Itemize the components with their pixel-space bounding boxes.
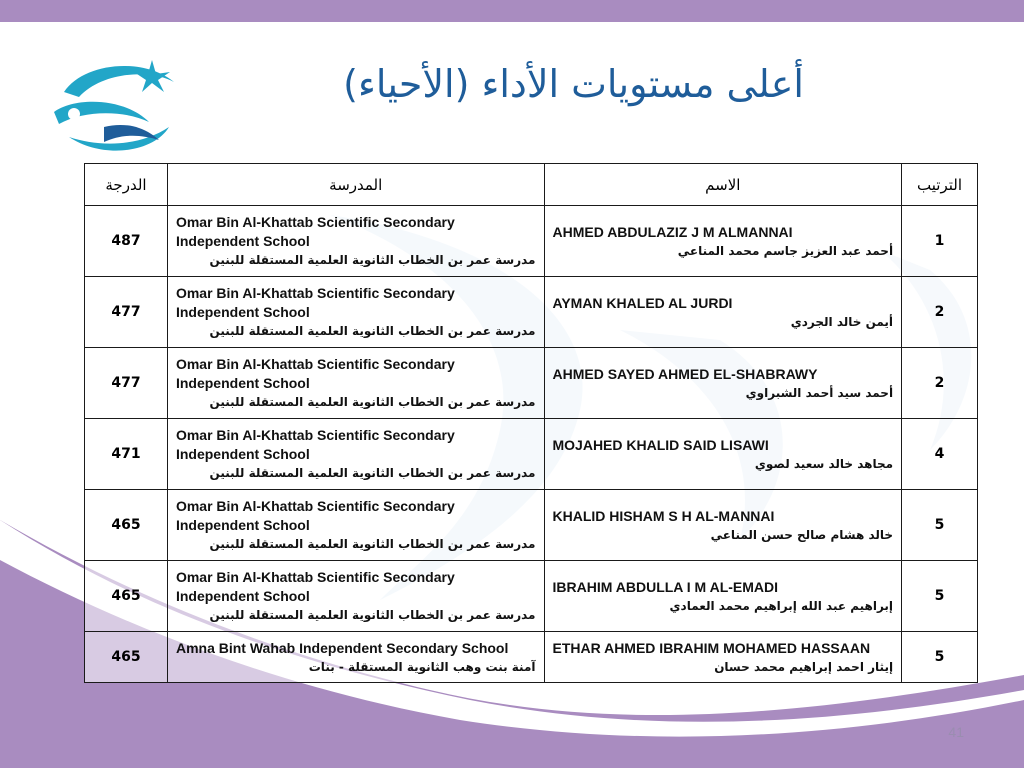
header-school: المدرسة xyxy=(167,164,544,206)
school-cell xyxy=(167,419,544,490)
school-cell xyxy=(167,561,544,632)
name-english: IBRAHIM ABDULLA I M AL-EMADI xyxy=(552,578,779,595)
table-row xyxy=(85,561,978,632)
name-english: AHMED ABDULAZIZ J M ALMANNAI xyxy=(552,223,793,240)
table-row xyxy=(85,490,978,561)
score-cell: 465 xyxy=(85,561,168,632)
name-arabic: أحمد عبد العزيز جاسم محمد المناعي xyxy=(677,243,894,258)
name-english: AHMED SAYED AHMED EL-SHABRAWY xyxy=(552,365,818,382)
name-arabic: مجاهد خالد سعيد لصوي xyxy=(754,456,894,471)
school-english: Amna Bint Wahab Independent Secondary School xyxy=(175,639,509,656)
school-cell xyxy=(167,348,544,419)
rank-cell: 4 xyxy=(902,419,978,490)
school-arabic: مدرسة عمر بن الخطاب الثانوية العلمية المستقلة للبنين xyxy=(209,324,536,338)
name-english: KHALID HISHAM S H AL-MANNAI xyxy=(552,507,775,524)
name-cell xyxy=(544,490,902,561)
name-cell xyxy=(544,277,902,348)
name-arabic: خالد هشام صالح حسن المناعي xyxy=(710,527,894,542)
score-cell: 465 xyxy=(85,490,168,561)
school-arabic: آمنة بنت وهب الثانوية المستقلة - بنات xyxy=(308,659,536,674)
page-number: 41 xyxy=(948,724,964,740)
school-english: Omar Bin Al-Khattab Scientific Secondary Independent School xyxy=(175,356,455,391)
name-english: AYMAN KHALED AL JURDI xyxy=(552,294,733,311)
school-arabic: مدرسة عمر بن الخطاب الثانوية العلمية المستقلة للبنين xyxy=(209,466,536,480)
table-row xyxy=(85,206,978,277)
table-row xyxy=(85,277,978,348)
school-cell xyxy=(167,277,544,348)
name-cell xyxy=(544,561,902,632)
school-english: Omar Bin Al-Khattab Scientific Secondary Independent School xyxy=(175,427,455,462)
header-rank: الترتيب xyxy=(902,164,978,206)
name-english: ETHAR AHMED IBRAHIM MOHAMED HASSAAN xyxy=(552,639,871,656)
score-cell: 477 xyxy=(85,348,168,419)
table-row xyxy=(85,348,978,419)
table-row xyxy=(85,632,978,683)
school-cell xyxy=(167,206,544,277)
school-cell xyxy=(167,490,544,561)
school-english: Omar Bin Al-Khattab Scientific Secondary Independent School xyxy=(175,569,455,604)
name-cell xyxy=(544,206,902,277)
rank-cell: 5 xyxy=(902,632,978,683)
logo-icon xyxy=(44,52,184,162)
rank-cell: 1 xyxy=(902,206,978,277)
rank-cell: 5 xyxy=(902,490,978,561)
school-english: Omar Bin Al-Khattab Scientific Secondary Independent School xyxy=(175,498,455,533)
name-arabic: أحمد سيد أحمد الشبراوي xyxy=(745,385,894,400)
rank-cell: 5 xyxy=(902,561,978,632)
results-table xyxy=(84,163,978,683)
page-title: أعلى مستويات الأداء (الأحياء) xyxy=(343,62,804,106)
rank-cell: 2 xyxy=(902,277,978,348)
header-score: الدرجة xyxy=(85,164,168,206)
school-arabic: مدرسة عمر بن الخطاب الثانوية العلمية المستقلة للبنين xyxy=(209,537,536,551)
score-cell: 477 xyxy=(85,277,168,348)
rank-cell: 2 xyxy=(902,348,978,419)
table-header-row xyxy=(85,164,978,206)
school-arabic: مدرسة عمر بن الخطاب الثانوية العلمية المستقلة للبنين xyxy=(209,608,536,622)
table-row xyxy=(85,419,978,490)
header-name: الاسم xyxy=(544,164,902,206)
score-cell: 465 xyxy=(85,632,168,683)
school-arabic: مدرسة عمر بن الخطاب الثانوية العلمية المستقلة للبنين xyxy=(209,395,536,409)
name-cell xyxy=(544,348,902,419)
school-english: Omar Bin Al-Khattab Scientific Secondary Independent School xyxy=(175,214,455,249)
name-cell xyxy=(544,419,902,490)
name-arabic: أيمن خالد الجردي xyxy=(790,314,894,329)
name-cell xyxy=(544,632,902,683)
name-arabic: إيثار احمد إبراهيم محمد حسان xyxy=(714,659,894,674)
school-english: Omar Bin Al-Khattab Scientific Secondary Independent School xyxy=(175,285,455,320)
name-english: MOJAHED KHALID SAID LISAWI xyxy=(552,436,769,453)
name-arabic: إبراهيم عبد الله إبراهيم محمد العمادي xyxy=(669,598,894,613)
school-arabic: مدرسة عمر بن الخطاب الثانوية العلمية المستقلة للبنين xyxy=(209,253,536,267)
school-cell xyxy=(167,632,544,683)
score-cell: 471 xyxy=(85,419,168,490)
score-cell: 487 xyxy=(85,206,168,277)
